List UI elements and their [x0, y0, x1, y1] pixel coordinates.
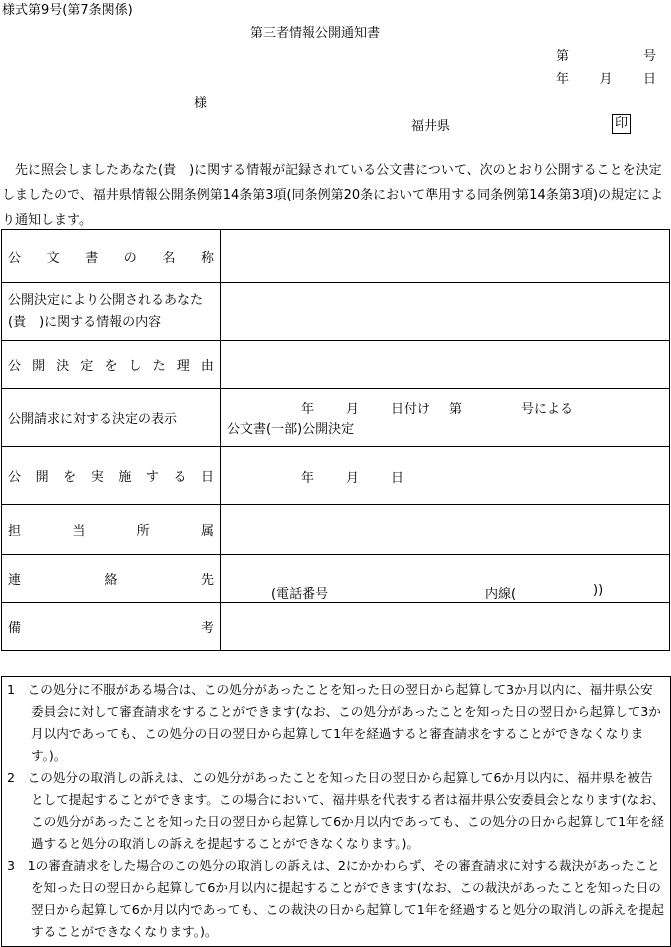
row-contact — [2, 555, 670, 603]
remarks-value — [221, 603, 670, 651]
document-number-line — [556, 45, 656, 64]
content-value — [221, 283, 670, 341]
notice-form-table — [1, 229, 670, 651]
label-char: る — [173, 470, 187, 485]
decision-month: 月 — [346, 402, 360, 417]
issuer-name: 福井県 — [411, 119, 451, 134]
appeal-notes-box — [1, 676, 671, 947]
remarks-label — [8, 617, 214, 636]
label-char: 開 — [32, 359, 46, 374]
label-char: 称 — [200, 250, 214, 266]
issue-date-line — [556, 68, 656, 87]
contact-extension: 内線( — [485, 587, 517, 602]
decision-label: 公開請求に対する決定の表示 — [2, 389, 221, 447]
label-char: 日 — [200, 470, 214, 485]
date-day: 日 — [642, 72, 656, 87]
row-remarks — [2, 603, 670, 651]
note-item: 1 この処分に不服がある場合は、この処分があったことを知った日の翌日から起算して3か月以内に、福井県公安委員会に対して審査請求をすることができます(なお、この処分があったことを知った日の翌日から起算して3か月以内であっても、この処分の日の翌日から起算して1年を経過すると審査請求をすることができなくなります。)。 — [7, 682, 661, 763]
dept-value — [221, 505, 670, 555]
date-year: 年 — [556, 72, 570, 87]
contact-value — [221, 555, 670, 603]
impl-day: 日 — [391, 471, 405, 486]
row-implementation-date — [2, 447, 670, 505]
form-number: 様式第9号(第7条関係) — [2, 3, 133, 18]
label-char: す — [145, 470, 159, 485]
label-char: 施 — [118, 470, 132, 485]
contact-close: )) — [593, 583, 604, 598]
doc-name-label — [8, 247, 214, 266]
dept-label — [8, 520, 214, 539]
row-document-name — [2, 230, 670, 283]
label-char: 書 — [85, 250, 99, 266]
label-char: 公 — [8, 359, 22, 374]
label-char: 担 — [8, 524, 22, 539]
label-char: 実 — [90, 470, 104, 485]
number-prefix: 第 — [556, 49, 570, 64]
label-char: 決 — [56, 359, 70, 374]
label-char: し — [128, 359, 142, 374]
label-char: 連 — [8, 573, 22, 588]
impl-label — [8, 466, 214, 485]
seal-mark: 印 — [612, 114, 631, 134]
label-char: 由 — [200, 359, 214, 374]
decision-number-suffix: 号による — [521, 402, 574, 417]
label-char: 文 — [46, 250, 60, 266]
contact-label — [8, 569, 214, 588]
label-char: 公 — [8, 250, 22, 266]
decision-number-prefix: 第 — [449, 402, 463, 417]
reason-label — [8, 355, 214, 374]
row-department — [2, 505, 670, 555]
label-char: 名 — [162, 250, 176, 266]
label-char: 備 — [8, 621, 22, 636]
contact-phone: (電話番号 — [271, 587, 329, 602]
label-char: 理 — [176, 359, 190, 374]
impl-value — [221, 447, 670, 505]
preamble-text: 先に照会しましたあなた(貴 )に関する情報が記録されている公文書について、次のとおり公開することを決定しましたので、福井県情報公開条例第14条第3項(同条例第20条において準用する同条例第14条第3項)の規定により通知します。 — [2, 163, 664, 228]
row-reason — [2, 341, 670, 389]
label-char: を — [63, 470, 77, 485]
impl-year: 年 — [301, 471, 315, 486]
label-char: の — [123, 250, 137, 266]
label-char: 先 — [200, 573, 214, 588]
date-month: 月 — [599, 72, 613, 87]
label-char: 属 — [200, 524, 214, 539]
impl-month: 月 — [346, 471, 360, 486]
decision-year: 年 — [301, 402, 315, 417]
note-item: 2 この処分の取消しの訴えは、この処分があったことを知った日の翌日から起算して6か月以内に、福井県を被告として提起することができます。この場合において、福井県を代表する者は福井県公安委員会となります(なお、この処分があったことを知った日の翌日から起算して6か月以内であっても、この処分の日から起算して1年を経過すると処分の取消しの訴えを提起することができなくなります。)。 — [7, 770, 665, 851]
label-char: 考 — [200, 621, 214, 636]
row-disclosed-content — [2, 283, 670, 341]
decision-day: 日付け — [391, 402, 431, 417]
content-label: 公開決定により公開されるあなた(貴 )に関する情報の内容 — [2, 283, 221, 341]
number-suffix: 号 — [642, 49, 656, 64]
document-title: 第三者情報公開通知書 — [250, 26, 381, 41]
label-char: た — [152, 359, 166, 374]
label-char: 定 — [80, 359, 94, 374]
note-item: 3 1の審査請求をした場合のこの処分の取消しの訴えは、2にかかわらず、その審査請求に対する裁決があったことを知った日の翌日から起算して6か月以内に提起することができます(なお、この裁決があったことを知った日の翌日から起算して6か月以内であっても、この裁決の日から起算して1年を経過すると処分の取消しの訴えを提起することができなくなります。)。 — [7, 858, 664, 939]
row-decision — [2, 389, 670, 447]
label-char: 絡 — [104, 573, 118, 588]
label-char: 当 — [72, 524, 86, 539]
label-char: 所 — [136, 524, 150, 539]
label-char: を — [104, 359, 118, 374]
decision-type: 公文書(一部)公開決定 — [227, 422, 355, 437]
label-char: 開 — [35, 470, 49, 485]
label-char: 公 — [8, 470, 22, 485]
addressee-suffix: 様 — [194, 96, 208, 111]
reason-value — [221, 341, 670, 389]
doc-name-value — [221, 230, 670, 283]
decision-value — [221, 389, 670, 447]
